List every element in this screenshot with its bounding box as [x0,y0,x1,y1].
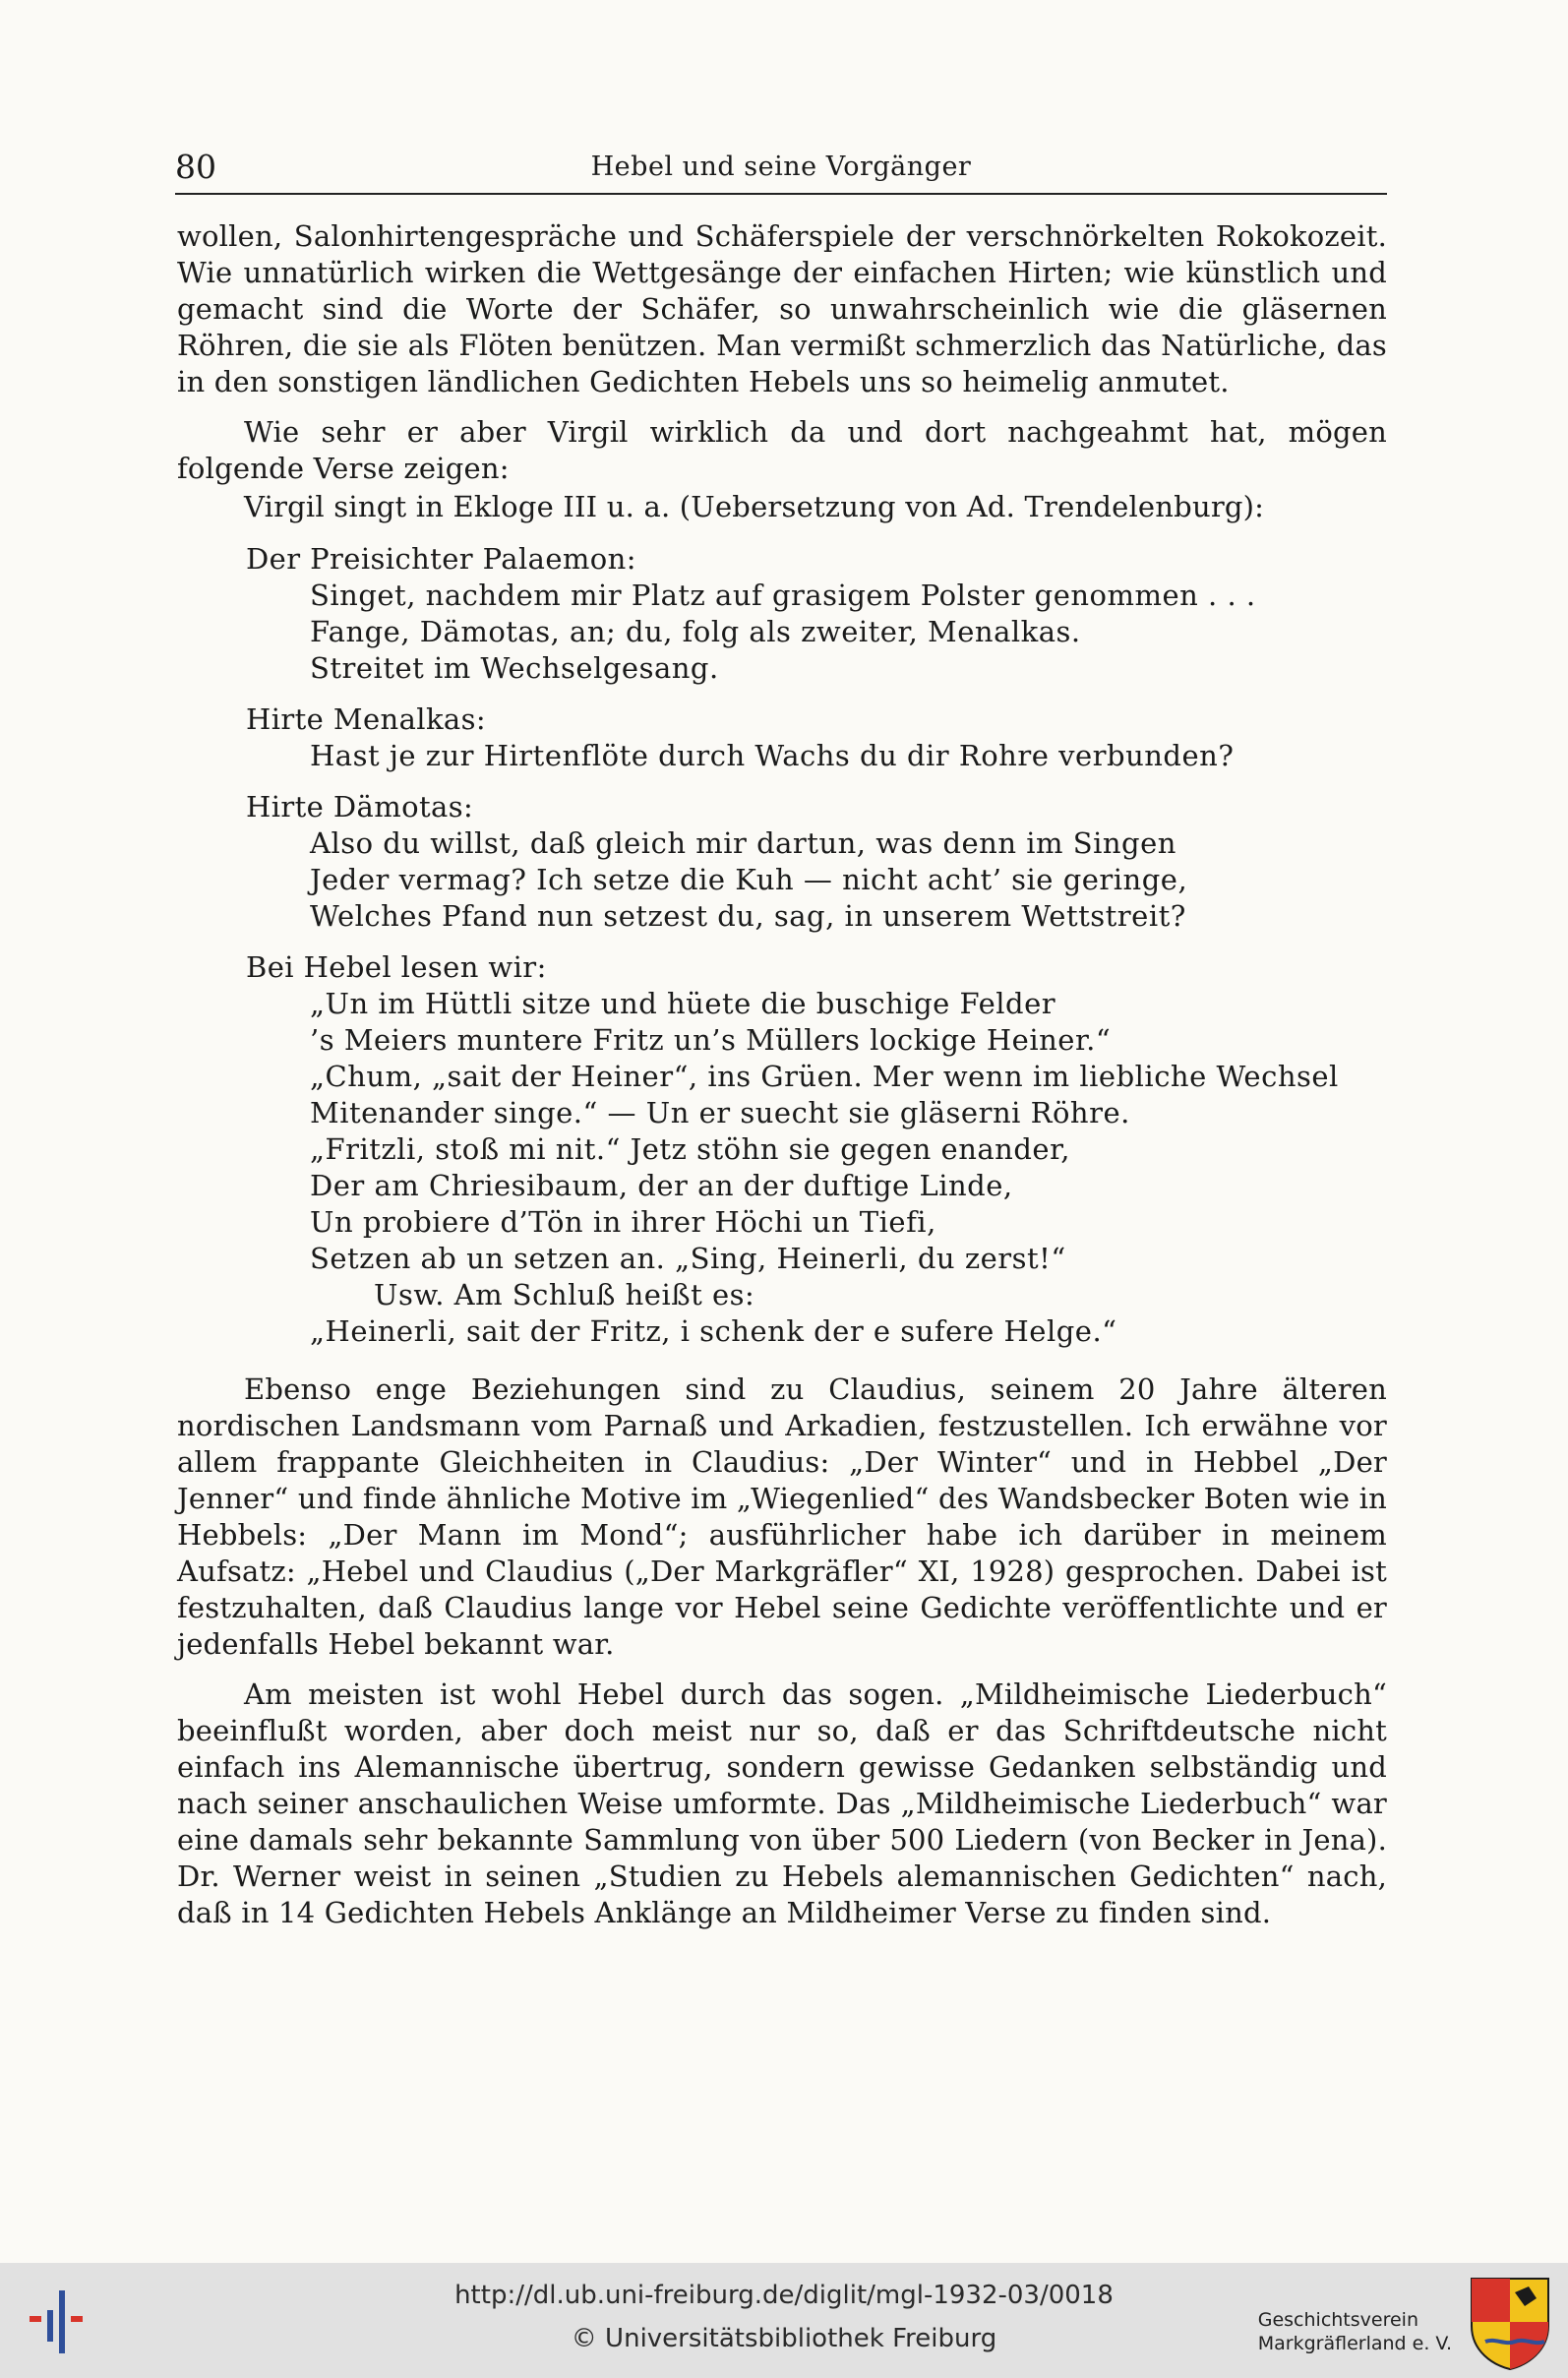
speaker-label-palaemon: Der Preisichter Palaemon: [246,542,636,576]
verse-line: Mitenander singe.“ — Un er suecht sie gläserni Röhre. [310,1096,1130,1129]
verse-line: Setzen ab un setzen an. „Sing, Heinerli, du zerst!“ [310,1242,1066,1275]
verse-line: Jeder vermag? Ich setze die Kuh — nicht acht’ sie geringe, [310,863,1188,896]
verse-block-damotas [177,825,1387,935]
verse-line: Hast je zur Hirtenflöte durch Wachs du dir Rohre verbunden? [310,739,1235,772]
speaker-label-menalkas: Hirte Menalkas: [246,702,487,736]
paragraph-virgil-imitation: Wie sehr er aber Virgil wirklich da und dort nachgeahmt hat, mögen folgende Verse zeigen: [177,415,1387,485]
society-name [1258,2308,1452,2355]
verse-block-menalkas [177,738,1387,774]
verse-line: Singet, nachdem mir Platz auf grasigem Polster genommen . . . [310,579,1256,612]
verse-line: „Fritzli, stoß mi nit.“ Jetz stöhn sie gegen enander, [310,1132,1070,1166]
copyright-notice: © Universitätsbibliothek Freiburg [571,2324,997,2353]
verse-line: „Heinerli, sait der Fritz, i schenk der e sufere Helge.“ [310,1314,1117,1348]
verse-line: Un probiere d’Tön in ihrer Höchi un Tiefi, [310,1205,936,1239]
paragraph-claudius: Ebenso enge Beziehungen sind zu Claudius, seinem 20 Jahre älteren nordischen Landsmann vom Parnaß und Arkadien, festzustellen. Ich erwähne vor allem frappante Gleichheiten in Claudius: „Der Winter“ und in Hebbel „Der Jenner“ und finde ähnliche Motive im „Wiegenlied“ des Wandsbecker Boten wie in Hebbels: „Der Mann im Mond“; ausführlicher habe ich darüber in meinem Aufsatz: „Hebel und Claudius („Der Markgräfler“ XI, 1928) gesprochen. Dabei ist festzuhalten, daß Claudius lange vor Hebel seine Gedichte veröffentlichte und er jedenfalls Hebel bekannt war. [177,1372,1387,1661]
verse-line: „Chum, „sait der Heiner“, ins Grüen. Mer wenn im liebliche Wechsel [310,1060,1339,1093]
hebel-label: Bei Hebel lesen wir: [246,950,547,984]
page-number: 80 [175,148,216,186]
verse-line: Also du willst, daß gleich mir dartun, was denn im Singen [310,826,1176,860]
paragraph-salon-shepherds: wollen, Salonhirtengespräche und Schäferspiele der verschnörkelten Rokokozeit. Wie unnatürlich wirken die Wettgesänge der einfachen Hirten; wie künstlich und gemacht sind die Worte der Schäfer, so unwahrscheinlich wie die gläsernen Röhren, die sie als Flöten benützen. Man vermißt schmerzlich das Natürliche, das in den sonstigen ländlichen Gedichten Hebels uns so heimelig anmutet. [177,219,1387,398]
coat-of-arms-icon [1466,2273,1554,2371]
paragraph-mildheim: Am meisten ist wohl Hebel durch das sogen. „Mildheimische Liederbuch“ beeinflußt worden, aber doch meist nur so, daß er das Schriftdeutsche nicht einfach ins Alemannische übertrug, sondern gewisse Gedanken selbständig und nach seiner anschaulichen Weise umformte. Das „Mildheimische Liederbuch“ war eine damals sehr bekannte Sammlung von über 500 Liedern (von Becker in Jena). Dr. Werner weist in seinen „Studien zu Hebels alemannischen Gedichten“ nach, daß in 14 Gedichten Hebels Anklänge an Mildheimer Verse zu finden sind. [177,1677,1387,1929]
speaker-label-damotas: Hirte Dämotas: [246,790,474,823]
society-name-line: Markgräflerland e. V. [1257,2333,1452,2354]
verse-line: Fange, Dämotas, an; du, folg als zweiter, Menalkas. [310,615,1081,648]
page-body [177,218,1387,1931]
viewer-footer [0,2263,1568,2378]
page-header [175,148,1387,195]
verse-line: Der am Chriesibaum, der an der duftige Linde, [310,1169,1013,1202]
verse-line: „Un im Hüttli sitze und hüete die buschige Felder [310,987,1056,1020]
verse-block-palaemon [177,578,1387,687]
society-name-line: Geschichtsverein [1257,2309,1418,2331]
virgil-intro: Virgil singt in Ekloge III u. a. (Uebersetzung von Ad. Trendelenburg): [244,490,1265,523]
verse-block-hebel [177,986,1387,1350]
verse-line: ’s Meiers muntere Fritz un’s Müllers lockige Heiner.“ [310,1023,1112,1057]
verse-line: Welches Pfand nun setzest du, sag, in unserem Wettstreit? [310,899,1186,933]
verse-usw-line: Usw. Am Schluß heißt es: [374,1278,755,1311]
permalink-url[interactable]: http://dl.ub.uni-freiburg.de/diglit/mgl-1932-03/0018 [454,2281,1114,2310]
running-head: Hebel und seine Vorgänger [590,152,972,182]
verse-line: Streitet im Wechselgesang. [310,651,719,685]
